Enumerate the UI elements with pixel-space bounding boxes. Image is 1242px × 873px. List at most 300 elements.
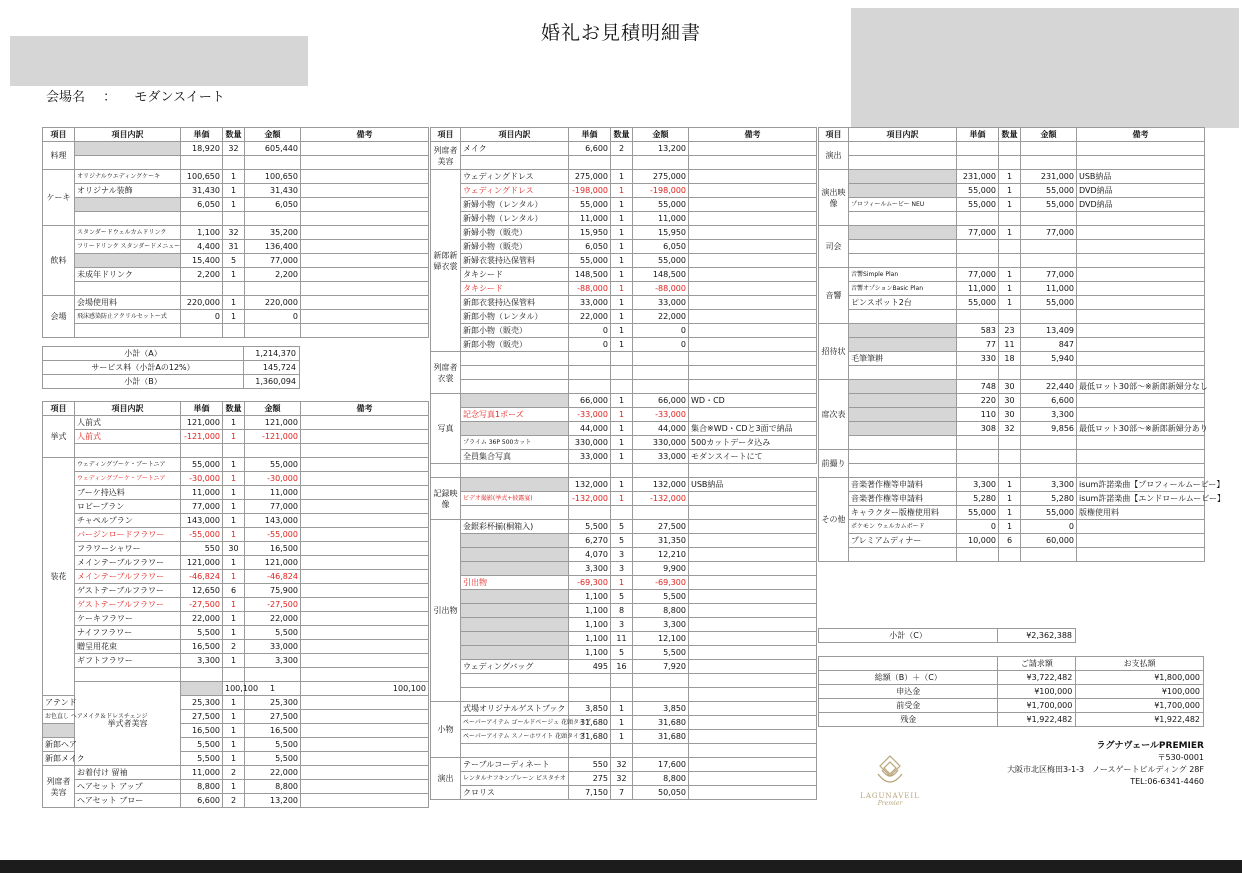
table-row: [431, 548, 817, 562]
category-label: 列席者衣裳: [431, 352, 461, 394]
note: [1077, 310, 1205, 324]
note: [1077, 464, 1205, 478]
quantity: [223, 156, 245, 170]
amount: 330,000: [633, 436, 689, 450]
item-detail: [461, 744, 569, 758]
table-row: [431, 156, 817, 170]
unit-price: [181, 212, 223, 226]
quantity: [223, 282, 245, 296]
note: [1077, 548, 1205, 562]
amount: [1021, 142, 1077, 156]
note: [301, 444, 429, 458]
table-row: [431, 758, 817, 772]
note: [301, 254, 429, 268]
quantity: 1: [611, 198, 633, 212]
unit-price: 4,070: [569, 548, 611, 562]
table-row: [819, 520, 1205, 534]
item-detail: レンタルナフキンプレーン ピスタチオ: [461, 772, 569, 786]
item-detail: ロビープラン: [75, 500, 181, 514]
item-detail: [75, 668, 181, 682]
unit-price: [181, 324, 223, 338]
amount: 35,200: [245, 226, 301, 240]
item-detail: 金銀彩杯揃(桐箱入): [461, 520, 569, 534]
quantity: 5: [611, 534, 633, 548]
quantity: 1: [999, 520, 1021, 534]
note: [301, 416, 429, 430]
amount: 3,300: [1021, 408, 1077, 422]
amount: 31,680: [633, 730, 689, 744]
unit-price: 55,000: [569, 254, 611, 268]
unit-price: 330: [957, 352, 999, 366]
subtotal-table-left: [42, 346, 300, 389]
unit-price: 55,000: [181, 458, 223, 472]
quantity: 16: [611, 660, 633, 674]
item-detail: 新婦小物（販売）: [461, 240, 569, 254]
amount: 31,430: [245, 184, 301, 198]
item-detail: 新郎小物（販売）: [461, 324, 569, 338]
unit-price: 0: [569, 338, 611, 352]
item-detail: 式場オリジナルゲストブック: [461, 702, 569, 716]
amount: 16,500: [245, 724, 301, 738]
quantity: 11: [999, 338, 1021, 352]
note: [1077, 268, 1205, 282]
item-detail: 引出物: [461, 576, 569, 590]
amount: 31,680: [633, 716, 689, 730]
note: [689, 142, 817, 156]
item-detail: プライム 36P 500カット: [461, 436, 569, 450]
amount: 7,920: [633, 660, 689, 674]
amount: 275,000: [633, 170, 689, 184]
category-label: 司会: [819, 226, 849, 268]
quantity: 1: [223, 710, 245, 724]
amount: 33,000: [633, 296, 689, 310]
item-detail: 音響オプションBasic Plan: [849, 282, 957, 296]
unit-price: -198,000: [569, 184, 611, 198]
item-detail: 新郎小物（販売）: [461, 338, 569, 352]
quantity: 23: [999, 324, 1021, 338]
amount: [633, 744, 689, 758]
table-row: [819, 394, 1205, 408]
amount: 2,200: [245, 268, 301, 282]
quantity: [611, 688, 633, 702]
estimate-table-food-drinks: [42, 127, 429, 338]
unit-price: [569, 744, 611, 758]
category-label: 挙式者美容: [75, 682, 181, 766]
item-detail: メインテーブルフラワー: [75, 570, 181, 584]
note: [301, 528, 429, 542]
item-detail: [461, 394, 569, 408]
table-row: [431, 310, 817, 324]
item-detail: [461, 632, 569, 646]
category-label: 装花: [43, 458, 75, 696]
logo-text: LAGUNAVEIL: [860, 792, 920, 800]
unit-price: 550: [181, 542, 223, 556]
amount: 231,000: [1021, 170, 1077, 184]
unit-price: 15,950: [569, 226, 611, 240]
amount: -88,000: [633, 282, 689, 296]
header-unit-price: 単価: [181, 128, 223, 142]
item-detail: [849, 226, 957, 240]
item-detail: [849, 436, 957, 450]
amount: -132,000: [633, 492, 689, 506]
table-row: [43, 142, 429, 156]
unit-price: 748: [957, 380, 999, 394]
item-detail: 音楽著作権等申請料: [849, 492, 957, 506]
amount: 27,500: [633, 520, 689, 534]
table-row: [431, 268, 817, 282]
item-detail: アテンド: [43, 696, 75, 710]
note: 集合※WD・CDと3面で納品: [689, 422, 817, 436]
unit-price: 11,000: [569, 212, 611, 226]
amount: -55,000: [245, 528, 301, 542]
unit-price: 495: [569, 660, 611, 674]
quantity: 1: [223, 528, 245, 542]
item-detail: ピンスポット2台: [849, 296, 957, 310]
unit-price: [461, 464, 569, 478]
note: [1077, 240, 1205, 254]
unit-price: 148,500: [569, 268, 611, 282]
quantity: [223, 324, 245, 338]
amount: [245, 156, 301, 170]
amount: [1021, 156, 1077, 170]
table-row: [43, 268, 429, 282]
quantity: 32: [999, 422, 1021, 436]
amount: 143,000: [245, 514, 301, 528]
quantity: 30: [999, 394, 1021, 408]
amount: 13,200: [633, 142, 689, 156]
table-row: [431, 618, 817, 632]
amount: 0: [633, 338, 689, 352]
unit-price: 10,000: [957, 534, 999, 548]
table-row: [431, 660, 817, 674]
unit-price: 6,050: [181, 198, 223, 212]
header-item: 項目: [43, 128, 75, 142]
table-row: [819, 478, 1205, 492]
unit-price: -121,000: [181, 430, 223, 444]
table-row: [431, 786, 817, 800]
note: 最低ロット30部〜※新郎新婦分なし: [1077, 380, 1205, 394]
quantity: 1: [223, 570, 245, 584]
note: [301, 472, 429, 486]
quantity: [611, 674, 633, 688]
unit-price: 275,000: [569, 170, 611, 184]
header-quantity: 数量: [999, 128, 1021, 142]
unit-price: 5,500: [181, 738, 223, 752]
table-row: [43, 458, 429, 472]
item-detail: 新郎メイク: [43, 752, 75, 766]
item-detail: [461, 422, 569, 436]
amount: 11,000: [1021, 282, 1077, 296]
amount: 27,500: [245, 710, 301, 724]
totals-label: 前受金: [819, 699, 998, 713]
unit-price: 31,680: [569, 730, 611, 744]
table-row: [819, 198, 1205, 212]
table-row: [819, 226, 1205, 240]
quantity: 1: [611, 226, 633, 240]
amount: [633, 366, 689, 380]
quantity: [611, 744, 633, 758]
unit-price: 16,500: [181, 640, 223, 654]
table-row: [431, 366, 817, 380]
unit-price: [569, 366, 611, 380]
payment-value: ¥100,000: [1076, 685, 1204, 699]
item-detail: [461, 366, 569, 380]
item-detail: 音楽著作権等申請料: [849, 478, 957, 492]
header-quantity: 数量: [223, 128, 245, 142]
amount: 77,000: [1021, 226, 1077, 240]
amount: 847: [1021, 338, 1077, 352]
unit-price: 77: [957, 338, 999, 352]
header-amount: 金額: [633, 128, 689, 142]
quantity: 30: [999, 380, 1021, 394]
table-row: [43, 184, 429, 198]
amount: 0: [1021, 520, 1077, 534]
unit-price: [957, 464, 999, 478]
unit-price: 220,000: [181, 296, 223, 310]
item-detail: スタンダードウェルカムドリンク: [75, 226, 181, 240]
amount: -69,300: [633, 576, 689, 590]
table-row: [431, 534, 817, 548]
quantity: 1: [611, 478, 633, 492]
amount: 3,300: [245, 654, 301, 668]
item-detail: [849, 170, 957, 184]
header-detail: 項目内訳: [75, 128, 181, 142]
amount: [633, 352, 689, 366]
note: [301, 500, 429, 514]
quantity: 1: [223, 486, 245, 500]
table-row: [431, 198, 817, 212]
company-address: 大阪市北区梅田3-1-3 ノースゲートビルディング 28F: [1007, 765, 1204, 774]
unit-price: 3,850: [569, 702, 611, 716]
item-detail: 全員集合写真: [461, 450, 569, 464]
note: [1077, 436, 1205, 450]
unit-price: 6,050: [569, 240, 611, 254]
amount: 11,000: [633, 212, 689, 226]
item-detail: [849, 156, 957, 170]
note: [689, 660, 817, 674]
table-row: [43, 598, 429, 612]
venue-line: [46, 86, 225, 105]
amount: 220,000: [245, 296, 301, 310]
amount: 5,500: [245, 738, 301, 752]
note: [301, 514, 429, 528]
quantity: [611, 506, 633, 520]
quantity: 1: [999, 478, 1021, 492]
header-item: 項目: [431, 128, 461, 142]
amount: [1021, 366, 1077, 380]
unit-price: 1,100: [569, 632, 611, 646]
quantity: 1: [223, 738, 245, 752]
item-detail: オリジナルウエディングケーキ: [75, 170, 181, 184]
unit-price: 6,600: [569, 142, 611, 156]
venue-colon: ：: [103, 90, 117, 105]
table-row: [43, 444, 429, 458]
table-row: [819, 338, 1205, 352]
unit-price: 5,500: [569, 520, 611, 534]
note: [301, 142, 429, 156]
note: 500カットデータ込み: [689, 436, 817, 450]
unit-price: 31,680: [569, 716, 611, 730]
item-detail: ウェディングブーケ・ブートニア: [75, 472, 181, 486]
note: [301, 268, 429, 282]
amount: 8,800: [633, 604, 689, 618]
amount: 55,000: [245, 458, 301, 472]
unit-price: 100,650: [181, 170, 223, 184]
table-row: [431, 408, 817, 422]
item-detail: フリードリンク スタンダードメニュー: [75, 240, 181, 254]
quantity: [611, 380, 633, 394]
quantity: 1: [611, 394, 633, 408]
table-row: [431, 688, 817, 702]
note: [301, 542, 429, 556]
amount: [1021, 212, 1077, 226]
note: [1077, 254, 1205, 268]
table-row: [43, 640, 429, 654]
item-detail: [461, 506, 569, 520]
note: [689, 240, 817, 254]
quantity: 1: [611, 576, 633, 590]
item-detail: [75, 324, 181, 338]
category-label: ケーキ: [43, 170, 75, 226]
table-row: [819, 310, 1205, 324]
unit-price: 25,300: [181, 696, 223, 710]
subtotal-row: [43, 361, 300, 375]
item-detail: ビデオ撮影(挙式+披露宴): [461, 492, 569, 506]
item-detail: 音響Simple Plan: [849, 268, 957, 282]
item-detail: 新婦小物（販売）: [461, 226, 569, 240]
quantity: 1: [223, 654, 245, 668]
quantity: 1: [611, 184, 633, 198]
category-label: 引出物: [431, 520, 461, 702]
note: [689, 310, 817, 324]
quantity: [223, 444, 245, 458]
table-row: [819, 268, 1205, 282]
table-row: [431, 170, 817, 184]
unit-price: 550: [569, 758, 611, 772]
note: [689, 324, 817, 338]
note: [689, 184, 817, 198]
quantity: 1: [611, 450, 633, 464]
unit-price: 110: [957, 408, 999, 422]
amount: 22,000: [245, 766, 301, 780]
note: [301, 794, 429, 808]
table-row: [43, 156, 429, 170]
unit-price: 66,000: [569, 394, 611, 408]
item-detail: 記念写真1ポーズ: [461, 408, 569, 422]
note: [301, 184, 429, 198]
item-detail: [849, 254, 957, 268]
item-detail: 未成年ドリンク: [75, 268, 181, 282]
note: [301, 310, 429, 324]
item-detail: ウェディングドレス: [461, 184, 569, 198]
amount: [633, 674, 689, 688]
quantity: [999, 254, 1021, 268]
quantity: [999, 450, 1021, 464]
unit-price: 33,000: [569, 450, 611, 464]
totals-table: [818, 656, 1204, 727]
item-detail: ナイフフラワー: [75, 626, 181, 640]
category-label: 列席者美容: [431, 142, 461, 170]
amount: [1021, 310, 1077, 324]
subtotal-value: ¥2,362,388: [998, 629, 1076, 643]
note: [689, 366, 817, 380]
quantity: 1: [223, 296, 245, 310]
category-label: 料理: [43, 142, 75, 170]
amount: 22,000: [245, 612, 301, 626]
table-row: [431, 632, 817, 646]
table-row: [431, 184, 817, 198]
table-row: [819, 506, 1205, 520]
note: [1077, 394, 1205, 408]
table-row: [819, 240, 1205, 254]
unit-price: [957, 156, 999, 170]
note: [301, 696, 429, 710]
note: [301, 430, 429, 444]
table-row: [431, 212, 817, 226]
amount: 6,600: [1021, 394, 1077, 408]
amount: 25,300: [245, 696, 301, 710]
unit-price: [957, 548, 999, 562]
header-unit-price: 単価: [957, 128, 999, 142]
item-detail: 飛沫感染防止アクリルセットー式: [75, 310, 181, 324]
quantity: 1: [611, 310, 633, 324]
note: [301, 626, 429, 640]
table-row: [431, 562, 817, 576]
unit-price: [181, 282, 223, 296]
amount: 60,000: [1021, 534, 1077, 548]
note: WD・CD: [689, 394, 817, 408]
item-detail: [461, 646, 569, 660]
unit-price: 77,000: [181, 500, 223, 514]
amount: 55,000: [633, 254, 689, 268]
quantity: 1: [611, 716, 633, 730]
unit-price: -69,300: [569, 576, 611, 590]
item-detail: [849, 142, 957, 156]
unit-price: 3,300: [957, 478, 999, 492]
unit-price: 55,000: [569, 198, 611, 212]
item-detail: テーブルコーディネート: [461, 758, 569, 772]
table-row: [431, 436, 817, 450]
note: [689, 744, 817, 758]
item-detail: ウェディングブーケ・ブートニア: [75, 458, 181, 472]
header-detail: 項目内訳: [461, 128, 569, 142]
header-quantity: 数量: [223, 402, 245, 416]
item-detail: ゲストテーブルフラワー: [75, 584, 181, 598]
quantity: 2: [223, 640, 245, 654]
table-row: [819, 436, 1205, 450]
quantity: 32: [223, 226, 245, 240]
table-row: [819, 380, 1205, 394]
category-label: 会場: [43, 296, 75, 338]
note: [1077, 324, 1205, 338]
unit-price: 44,000: [569, 422, 611, 436]
unit-price: 1,100: [181, 226, 223, 240]
item-detail: ブーケ持込料: [75, 486, 181, 500]
unit-price: 31,430: [181, 184, 223, 198]
quantity: 8: [611, 604, 633, 618]
note: [689, 520, 817, 534]
note: [1077, 296, 1205, 310]
item-detail: [461, 380, 569, 394]
amount: [1021, 450, 1077, 464]
category-label: 写真: [431, 394, 461, 464]
item-detail: [461, 562, 569, 576]
item-detail: チャペルプラン: [75, 514, 181, 528]
header-note: 備考: [301, 402, 429, 416]
item-detail: 新郎小物（レンタル）: [461, 310, 569, 324]
category-label: 記録映像: [431, 478, 461, 520]
table-row: [819, 184, 1205, 198]
